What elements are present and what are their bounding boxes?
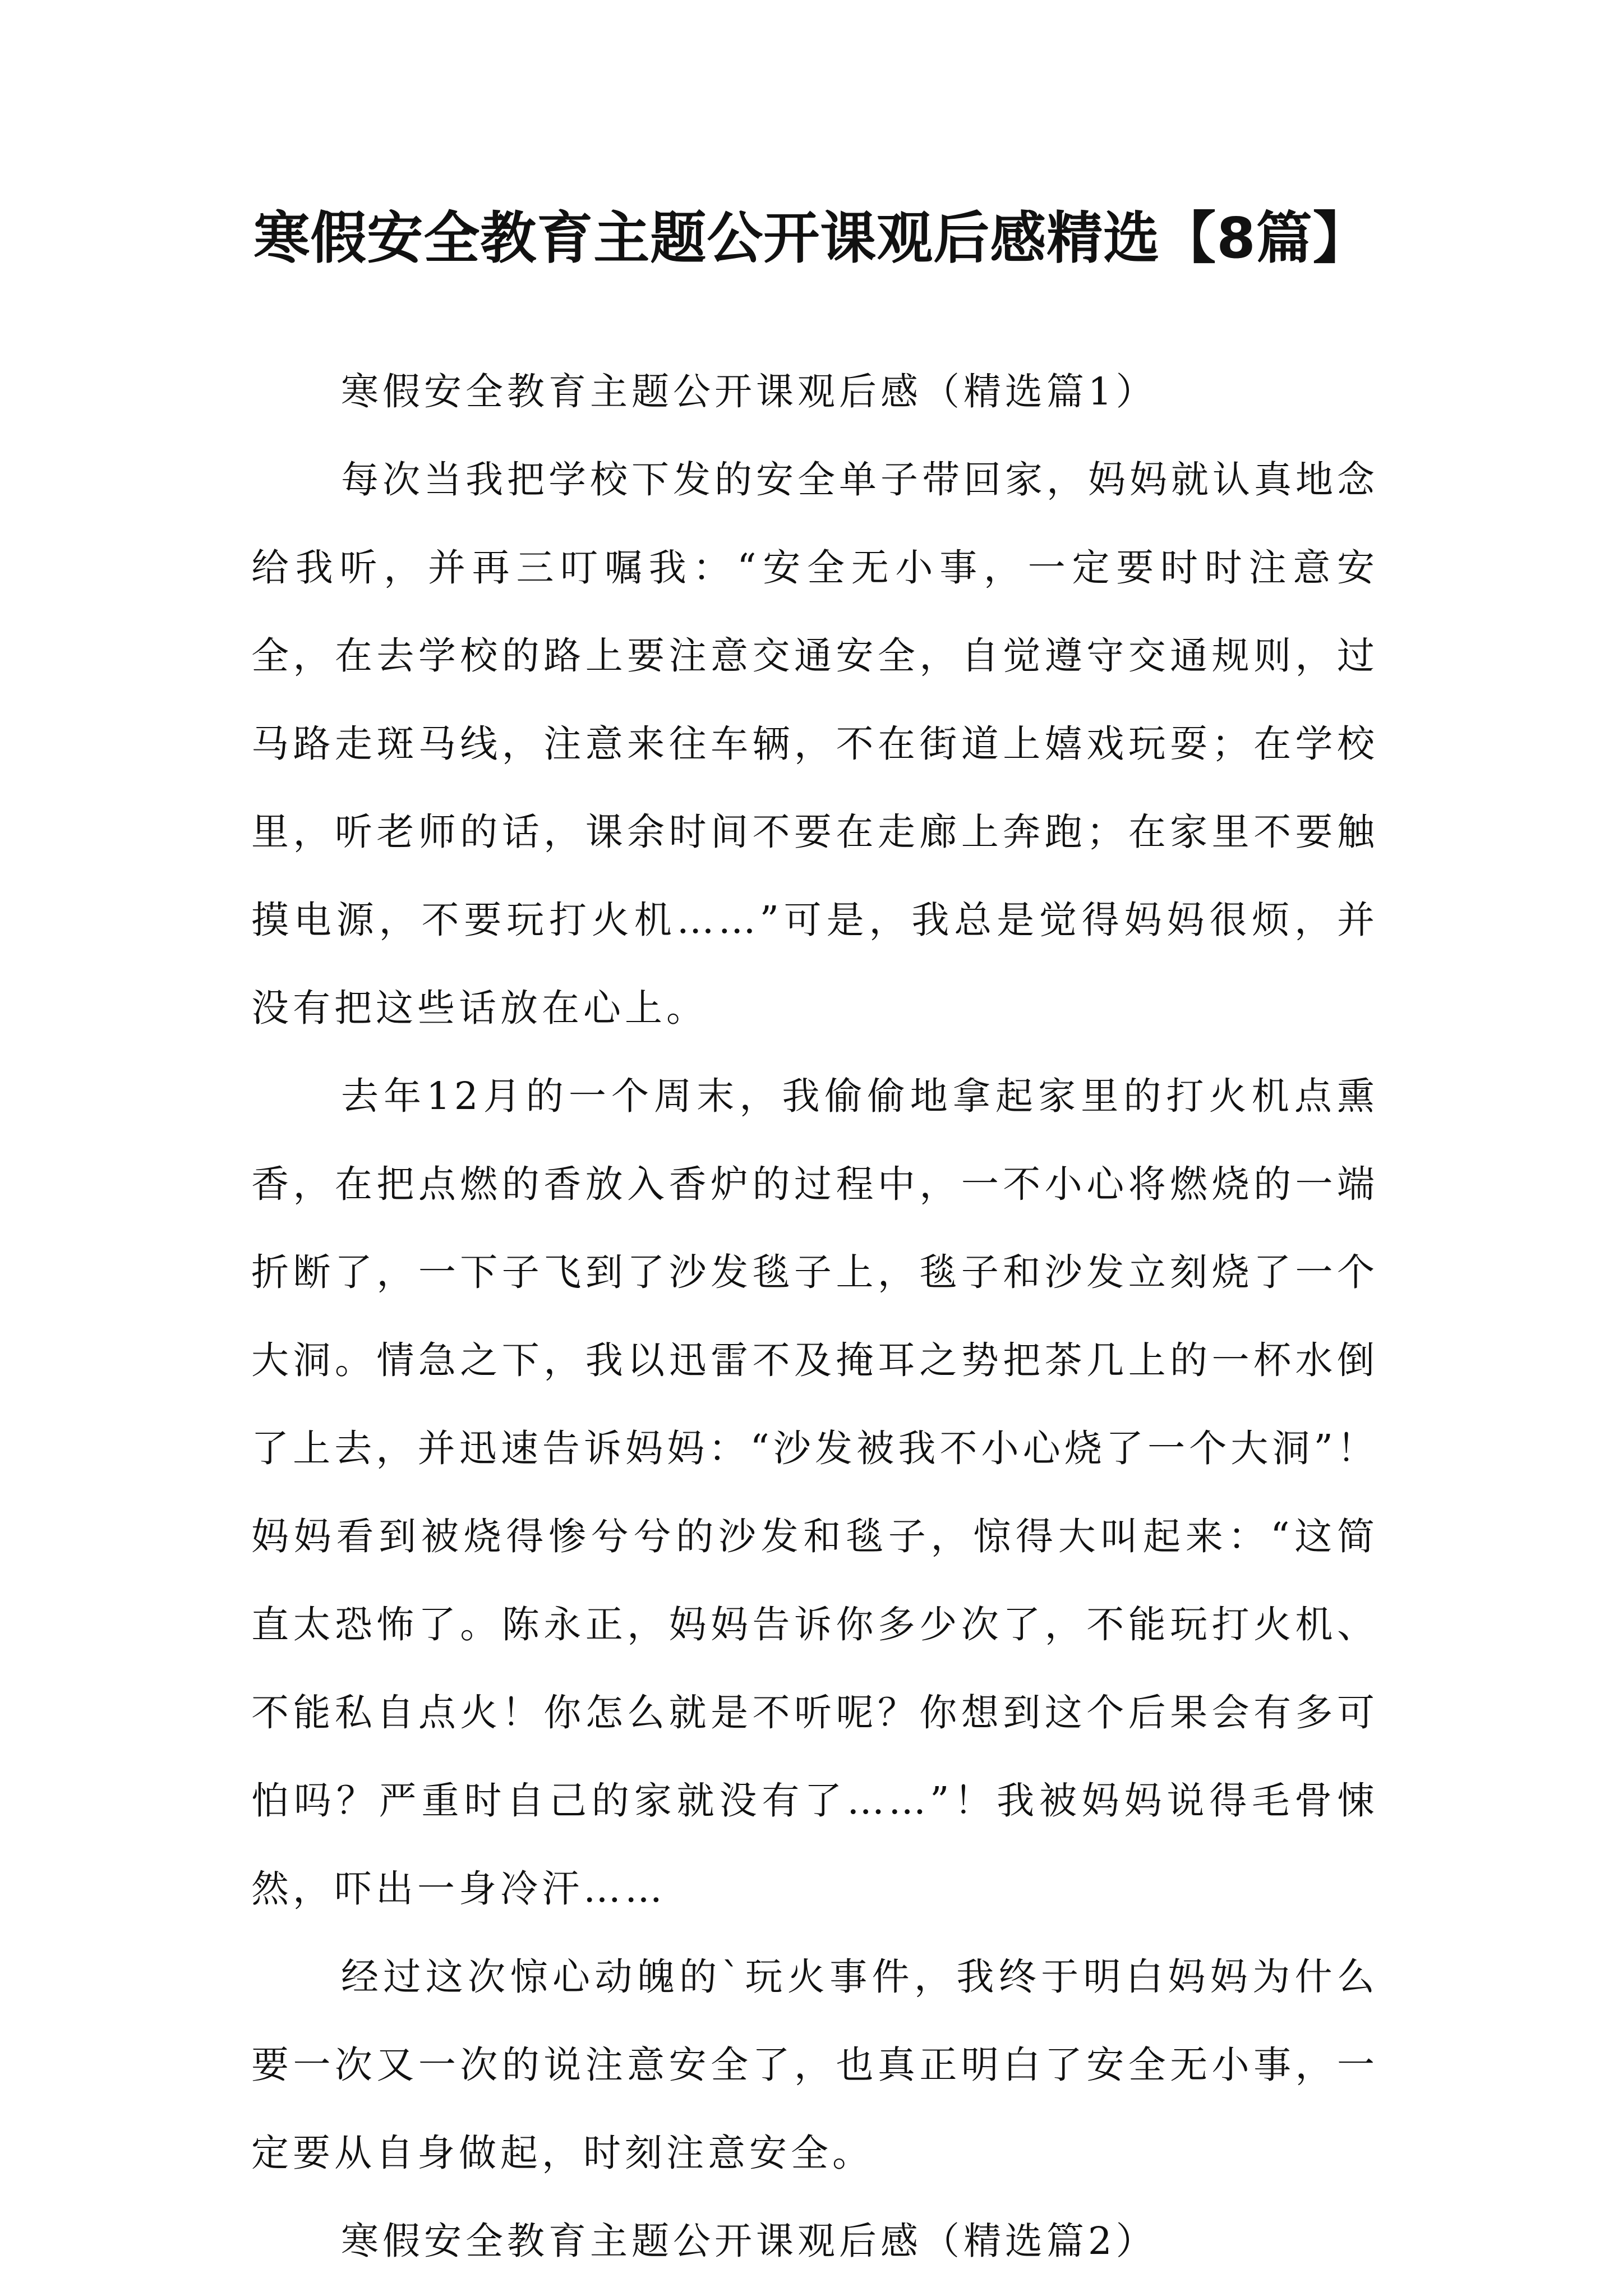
section-heading-1: 寒假安全教育主题公开课观后感（精选篇1） <box>341 370 1158 413</box>
paragraph-2: 去年12月的一个周末，我偷偷地拿起家里的打火机点熏香，在把点燃的香放入香炉的过程中，一不小心将燃烧的一端折断了，一下子飞到了沙发毯子上，毯子和沙发立刻烧了一个大洞。情急之下，我以迅雷不及掩耳之势把茶几上的一杯水倒了上去，并迅速告诉妈妈：“沙发被我不小心烧了一个大洞”！妈妈看到被烧得惨兮兮的沙发和毯子，惊得大叫起来：“这简直太恐怖了。陈永正，妈妈告诉你多少次了，不能玩打火机、不能私自点火！你怎么就是不听呢？你想到这个后果会有多可怕吗？严重时自己的家就没有了……”！我被妈妈说得毛骨悚然，吓出一身冷汗…… <box>251 1074 1378 1911</box>
paragraph-3: 经过这次惊心动魄的`玩火事件，我终于明白妈妈为什么要一次又一次的说注意安全了，也真正明白了安全无小事，一定要从自身做起，时刻注意安全。 <box>251 1955 1378 2175</box>
document-body <box>251 348 1378 2285</box>
section-heading-2: 寒假安全教育主题公开课观后感（精选篇2） <box>341 2219 1158 2263</box>
document-title: 寒假安全教育主题公开课观后感精选【8篇】 <box>253 205 1370 271</box>
paragraph-1: 每次当我把学校下发的安全单子带回家，妈妈就认真地念给我听，并再三叮嘱我：“安全无小事，一定要时时注意安全，在去学校的路上要注意交通安全，自觉遵守交通规则，过马路走斑马线，注意来往车辆，不在街道上嬉戏玩耍；在学校里，听老师的话，课余时间不要在走廊上奔跑；在家里不要触摸电源，不要玩打火机……”可是，我总是觉得妈妈很烦，并没有把这些话放在心上。 <box>251 458 1378 1030</box>
